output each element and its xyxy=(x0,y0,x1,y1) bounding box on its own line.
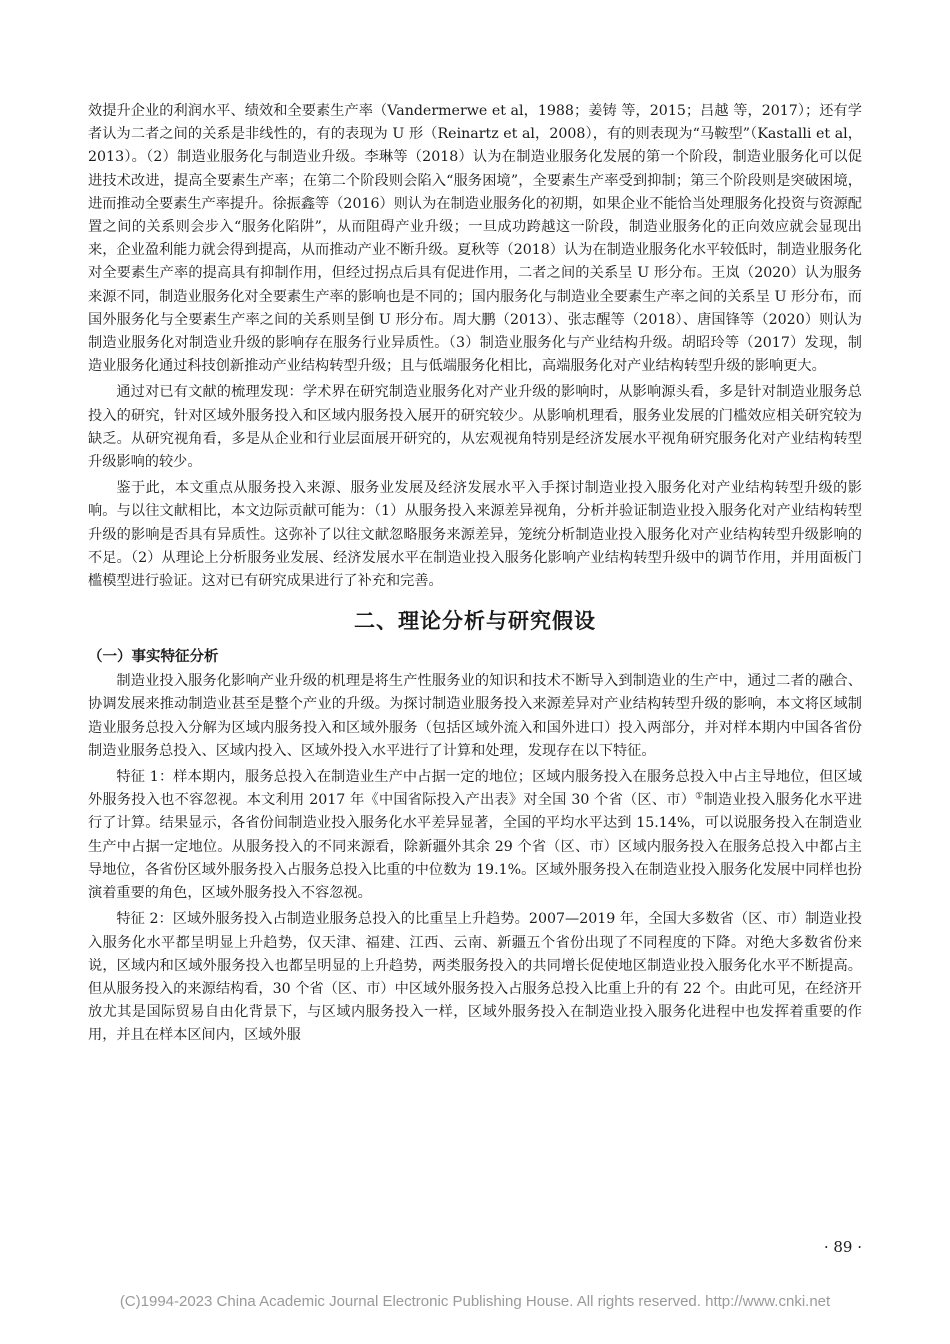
page-number: · 89 · xyxy=(823,1238,862,1256)
footnote-marker[interactable]: ① xyxy=(695,791,704,802)
section-title: 二、理论分析与研究假设 xyxy=(354,609,596,634)
subsection-title: （一）事实特征分析 xyxy=(88,649,219,666)
article-body xyxy=(88,100,862,1048)
feature-1-text-b: 制造业投入服务化水平进行了计算。结果显示，各省份间制造业投入服务化水平差异显著，全国的平均水平达到 15.14%，可以说服务投入在制造业生产中占据一定地位。从服务投入的不同来源看，除新疆外其余 29 个省（区、市）区域内服务投入在服务总投入中都占主导地位，各省份区域外服务投入占服务总投入比重的中位数为 19.1%。区域外服务投入在制造业投入服务化发展中同样也扮演着重要的角色，区域外服务投入不容忽视。 xyxy=(88,792,862,902)
copyright-footer: (C)1994-2023 China Academic Journal Electronic Publishing House. All rights reserved. http://www.cnki.net xyxy=(119,1293,831,1310)
paragraph-mechanism: 制造业投入服务化影响产业升级的机理是将生产性服务业的知识和技术不断导入到制造业的生产中，通过二者的融合、协调发展来推动制造业甚至是整个产业的升级。为探讨制造业服务投入来源差异对产业结构转型升级的影响，本文将区域制造业服务总投入分解为区域内服务投入和区域外服务（包括区域外流入和国外进口）投入两部分，并对样本期内中国各省份制造业服务总投入、区域内投入、区域外投入水平进行了计算和处理，发现存在以下特征。 xyxy=(88,673,862,759)
feature-1-text-a: 特征 1：样本期内，服务总投入在制造业生产中占据一定的地位；区域内服务投入在服务总投入中占主导地位，但区域外服务投入也不容忽视。本文利用 2017 年《中国省际投入产出表》对全国 30 个省（区、市） xyxy=(88,769,862,809)
paragraph-feature-1 xyxy=(88,766,862,905)
paragraph-contribution: 鉴于此，本文重点从服务投入来源、服务业发展及经济发展水平入手探讨制造业投入服务化对产业结构转型升级的影响。与以往文献相比，本文边际贡献可能为：（1）从服务投入来源差异视角，分析并验证制造业投入服务化对产业结构转型升级的影响是否具有异质性。这弥补了以往文献忽略服务来源差异，笼统分析制造业投入服务化对产业结构转型升级影响的不足。（2）从理论上分析服务业发展、经济发展水平在制造业投入服务化影响产业结构转型升级中的调节作用，并用面板门槛模型进行验证。这对已有研究成果进行了补充和完善。 xyxy=(88,480,862,590)
paragraph-literature-summary: 通过对已有文献的梳理发现：学术界在研究制造业服务化对产业升级的影响时，从影响源头看，多是针对制造业服务总投入的研究，针对区域外服务投入和区域内服务投入展开的研究较少。从影响机理看，服务业发展的门槛效应相关研究较为缺乏。从研究视角看，多是从企业和行业层面展开研究的，从宏观视角特别是经济发展水平视角研究服务化对产业结构转型升级影响的较少。 xyxy=(88,384,862,471)
paragraph-literature-continuation: 效提升企业的利润水平、绩效和全要素生产率（Vandermerwe et al，1988；姜铸 等，2015；吕越 等，2017）；还有学者认为二者之间的关系是非线性的，有的表现为 U 形（Reinartz et al，2008），有的则表现为“马鞍型”（Kastalli et al，2013）。（2）制造业服务化与制造业升级。李琳等（2018）认为在制造业服务化发展的第一个阶段，制造业服务化可以促进技术改进，提高全要素生产率；在第二个阶段则会陷入“服务困境”，全要素生产率受到抑制；第三个阶段则是突破困境，进而推动全要素生产率提升。徐振鑫等（2016）则认为在制造业服务化的初期，如果企业不能恰当处理服务化投资与资源配置之间的关系则会步入“服务化陷阱”，从而阻碍产业升级；一旦成功跨越这一阶段，制造业服务化的正向效应就会显现出来，企业盈利能力就会得到提高，从而推动产业不断升级。夏秋等（2018）认为在制造业服务化水平较低时，制造业服务化对全要素生产率的提高具有抑制作用，但经过拐点后具有促进作用，二者之间的关系呈 U 形分布。王岚（2020）认为服务来源不同，制造业服务化对全要素生产率的影响也是不同的；国内服务化与制造业全要素生产率之间的关系呈 U 形分布，而国外服务化与全要素生产率之间的关系则呈倒 U 形分布。周大鹏（2013）、张志醒等（2018）、唐国锋等（2020）则认为制造业服务化对制造业升级的影响存在服务行业异质性。（3）制造业服务化与产业结构升级。胡昭玲等（2017）发现，制造业服务化通过科技创新推动产业结构转型升级；且与低端服务化相比，高端服务化对产业结构转型升级的影响更大。 xyxy=(88,103,862,375)
paragraph-feature-2: 特征 2：区域外服务投入占制造业服务总投入的比重呈上升趋势。2007—2019 年，全国大多数省（区、市）制造业投入服务化水平都呈明显上升趋势，仅天津、福建、江西、云南、新疆五个省份出现了不同程度的下降。对绝大多数省份来说，区域内和区域外服务投入也都呈明显的上升趋势，两类服务投入的共同增长促使地区制造业投入服务化水平不断提高。但从服务投入的来源结构看，30 个省（区、市）中区域外服务投入占服务总投入比重上升的有 22 个。由此可见，在经济开放尤其是国际贸易自由化背景下，与区域内服务投入一样，区域外服务投入在制造业投入服务化进程中也发挥着重要的作用，并且在样本区间内，区域外服 xyxy=(88,911,862,1044)
